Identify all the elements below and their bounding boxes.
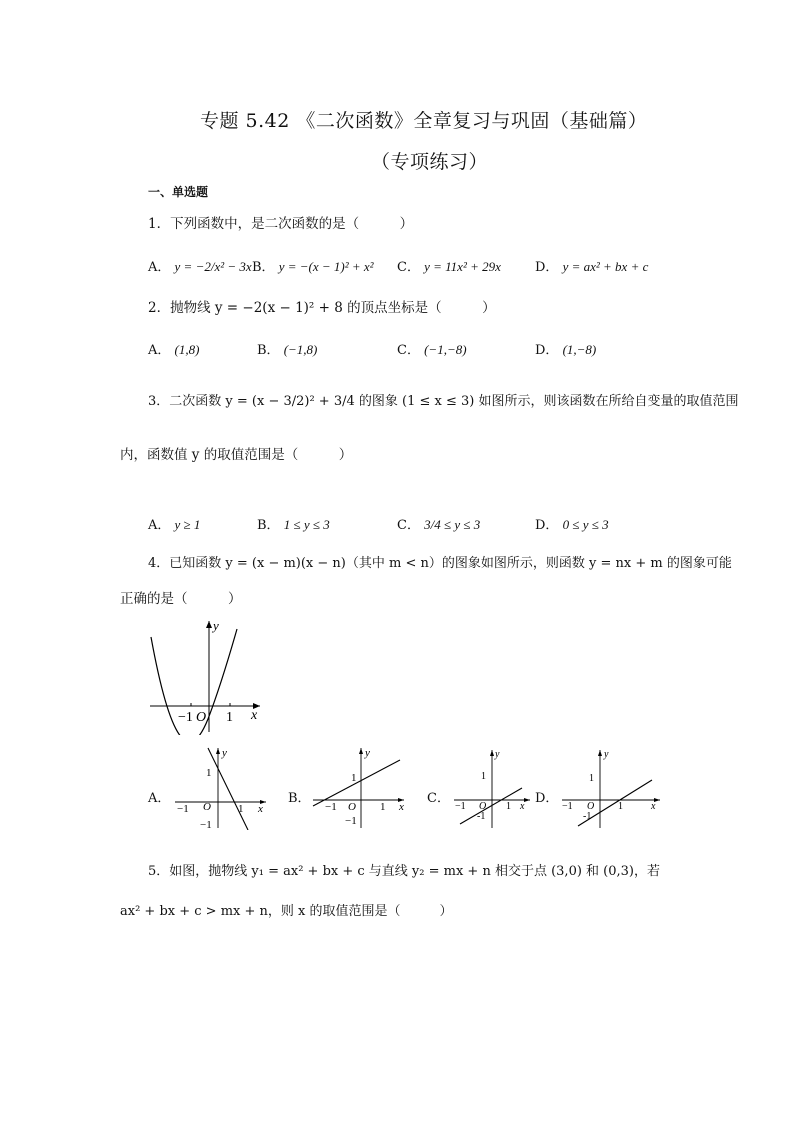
question-3-stem-line1: 3．二次函数 y = (x − 3/2)² + 3/4 的图象 (1 ≤ x ≤ 3) 如图所示，则该函数在所给自变量的取值范围 (148, 394, 739, 409)
q1-option-a (148, 256, 252, 275)
q1-option-c-label: C． (397, 260, 420, 275)
neg-one-y: -1 (583, 811, 592, 822)
neg-one-y: -1 (477, 811, 486, 822)
q4-option-d-label: D． (535, 791, 559, 806)
q4-option-a-label: A． (148, 791, 171, 806)
q2-option-b (257, 339, 317, 358)
q2-option-c-expr: (−1,−8) (424, 342, 467, 357)
neg-one-label: −1 (178, 710, 193, 725)
pos-one-x: 1 (380, 801, 386, 813)
q3-option-a-expr: y ≥ 1 (174, 517, 201, 532)
y-axis-arrow (216, 748, 220, 754)
x-label: x (520, 801, 525, 812)
pos-one-y: 1 (589, 773, 594, 784)
q3-option-c-expr: 3/4 ≤ y ≤ 3 (424, 517, 481, 532)
origin-label: O (587, 801, 595, 812)
question-2-stem: 2．抛物线 y = −2(x − 1)² + 8 的顶点坐标是（ ） (148, 300, 496, 316)
question-1-stem: 1．下列函数中，是二次函数的是（ ） (148, 216, 414, 232)
question-5-stem-line1: 5．如图，抛物线 y₁ = ax² + bx + c 与直线 y₂ = mx + n 相交于点 (3,0) 和 (0,3)，若 (148, 864, 660, 879)
question-3-stem-line2: 内，函数值 y 的取值范围是（ ） (120, 447, 353, 463)
y-label: y (365, 747, 370, 759)
q2-option-a-label: A． (148, 343, 171, 358)
q3-option-d-expr: 0 ≤ y ≤ 3 (562, 517, 609, 532)
x-label: x (258, 803, 263, 815)
pos-one-y: 1 (351, 772, 357, 784)
y-label: y (495, 749, 500, 760)
x-label: x (651, 801, 656, 812)
origin-label: O (196, 710, 207, 725)
q4-option-c-label: C． (427, 791, 450, 806)
neg-one-y: −1 (200, 819, 212, 830)
q1-option-a-label: A． (148, 260, 171, 275)
pos-one-y: 1 (481, 771, 486, 782)
q4-option-c-graph (450, 746, 535, 830)
y-label: y (604, 749, 609, 760)
page-title: 专题 5.42 《二次函数》全章复习与巩固（基础篇） (200, 110, 648, 132)
x-label: x (399, 801, 404, 813)
line-graph (460, 788, 522, 824)
y-axis-label: y (213, 618, 219, 633)
q2-option-a-expr: (1,8) (174, 342, 200, 357)
x-axis-label: x (251, 708, 258, 723)
q2-option-c (397, 339, 467, 358)
pos-one-y: 1 (206, 767, 212, 779)
section-heading: 一、单选题 (148, 185, 209, 199)
y-axis-arrow (490, 750, 494, 756)
parabola-curve (151, 629, 237, 735)
q1-option-b-label: B． (252, 260, 275, 275)
q2-option-c-label: C． (397, 343, 420, 358)
x-axis-arrow (524, 798, 530, 802)
question-4-stem-line1: 4．已知函数 y = (x − m)(x − n)（其中 m < n）的图象如图所示，则函数 y = nx + m 的图象可能 (148, 556, 732, 571)
q2-option-d-label: D． (535, 343, 559, 358)
q3-option-d (535, 514, 609, 533)
q3-option-c (397, 514, 480, 533)
line-graph (313, 760, 400, 806)
q4-option-d-graph (558, 746, 664, 830)
y-axis-arrow (598, 750, 602, 756)
pos-one-label: 1 (226, 710, 233, 725)
q1-option-b (252, 256, 374, 275)
y-axis-arrow (359, 748, 363, 754)
q2-option-d-expr: (1,−8) (562, 342, 597, 357)
line-graph (208, 748, 248, 830)
neg-one-x: −1 (325, 801, 337, 813)
question-5-stem-line2: ax² + bx + c > mx + n，则 x 的取值范围是（ ） (120, 904, 453, 919)
q2-option-b-expr: (−1,8) (283, 342, 318, 357)
q1-option-b-expr: y = −(x − 1)² + x² (278, 259, 374, 274)
q1-option-d-expr: y = ax² + bx + c (562, 259, 649, 274)
q2-option-d (535, 339, 596, 358)
q2-option-b-label: B． (257, 343, 280, 358)
origin-label: O (348, 801, 356, 813)
q3-option-b-expr: 1 ≤ y ≤ 3 (283, 517, 330, 532)
neg-one-x: −1 (177, 803, 189, 815)
origin-label: O (203, 801, 211, 813)
q3-option-a (148, 514, 200, 533)
q4-option-b-label: B． (288, 791, 311, 806)
origin-label: O (479, 801, 487, 812)
page-subtitle: （专项练习） (371, 151, 489, 173)
q4-option-b-graph (308, 746, 408, 830)
neg-one-y: −1 (345, 815, 357, 827)
neg-one-x: −1 (455, 801, 466, 812)
pos-one-x: 1 (238, 803, 244, 815)
q3-option-b (257, 514, 330, 533)
parabola-graph (140, 615, 270, 735)
question-4-stem-line2: 正确的是（ ） (120, 591, 242, 607)
q4-option-a-graph (170, 746, 270, 830)
q1-option-a-expr: y = −2/x² − 3x (174, 259, 252, 274)
q1-option-c-expr: y = 11x² + 29x (424, 259, 501, 274)
q3-option-d-label: D． (535, 518, 559, 533)
pos-one-x: 1 (618, 801, 623, 812)
q2-option-a (148, 339, 199, 358)
y-axis-arrow (206, 621, 212, 628)
q3-option-b-label: B． (257, 518, 280, 533)
q3-option-a-label: A． (148, 518, 171, 533)
q1-option-d-label: D． (535, 260, 559, 275)
neg-one-x: −1 (562, 801, 573, 812)
q1-option-c (397, 256, 501, 275)
pos-one-x: 1 (506, 801, 511, 812)
q1-option-d (535, 256, 648, 275)
y-label: y (222, 747, 227, 759)
q3-option-c-label: C． (397, 518, 420, 533)
